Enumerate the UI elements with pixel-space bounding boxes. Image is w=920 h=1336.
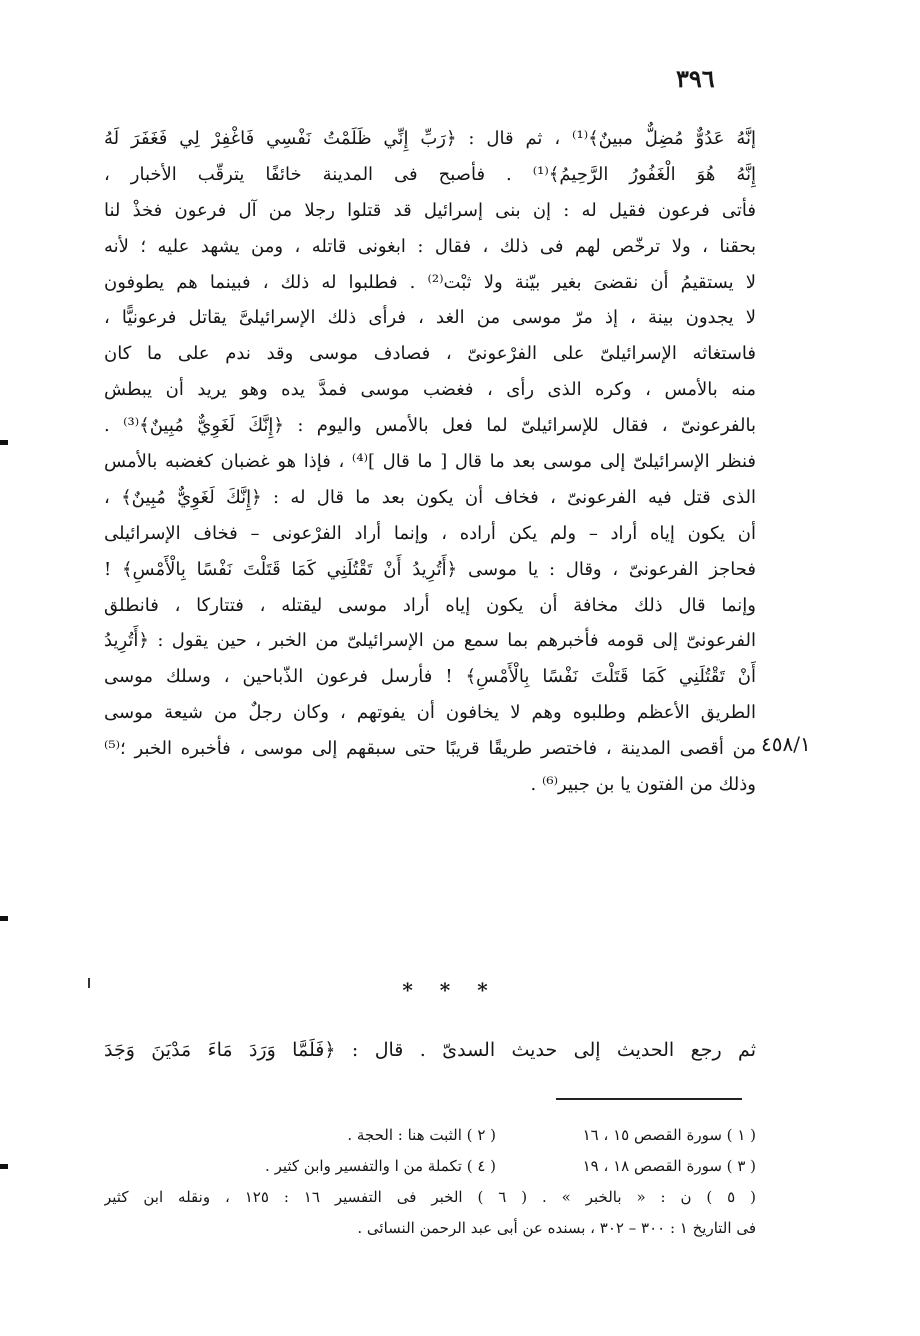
footnote-4: ( ٤ ) تكملة من ا والتفسير وابن كثير .	[265, 1157, 496, 1175]
binding-mark	[0, 916, 8, 921]
footnote-row-1	[104, 1120, 756, 1151]
text-line-13: فحاجز الفرعونىّ ، وقال : يا موسى ﴿أَتُرِيدُ أَنْ تَقْتُلَنِي كَمَا قَتَلْتَ نَفْسًا بِالْأَمْسِ﴾ !	[104, 558, 756, 580]
text-line-5: لا يستقيمُ أن نقضىَ بغير بيّنة ولا ثبْت⁽²⁾ . فطلبوا له ذلك ، فبينما هم يطوفون	[104, 271, 756, 293]
next-section-line: ثم رجع الحديث إلى حديث السدىّ . قال : ﴿فَلَمَّا وَرَدَ مَاءَ مَدْيَنَ وَجَدَ	[104, 1039, 756, 1061]
text-line-14: وإنما قال ذلك مخافة أن يكون إياه أراد موسى ليقتله ، فتتاركا ، فانطلق	[104, 594, 756, 616]
binding-mark	[0, 440, 8, 445]
text-line-16: أَنْ تَقْتُلَنِي كَمَا قَتَلْتَ نَفْسًا بِالْأَمْسِ﴾ ! فأرسل فرعون الذّباحين ، وسلك موسى	[104, 666, 756, 688]
text-line-10: فنظر الإسرائيلىّ إلى موسى بعد ما قال [ ما قال ]⁽⁴⁾ ، فإذا هو غضبان كغضبه بالأمس	[104, 451, 756, 473]
text-line-6: لا يجدون بينة ، إذ مرّ موسى من الغد ، فرأى ذلك الإسرائيلىَّ يقاتل فرعونيًّا ،	[104, 307, 756, 329]
margin-tick	[88, 978, 90, 988]
text-line-7: فاستغاثه الإسرائيلىّ على الفرْعونىّ ، فصادف موسى وقد ندم على ما كان	[104, 343, 756, 365]
text-line-9: بالفرعونىّ ، فقال للإسرائيلىّ لما فعل بالأمس واليوم : ﴿إِنَّكَ لَغَوِيٌّ مُبِينٌ﴾⁽³⁾ .	[104, 415, 756, 437]
text-line-15: الفرعونىّ إلى قومه فأخبرهم بما سمع من الإسرائيلىّ من الخبر ، حين يقول : ﴿أَتُرِيدُ	[104, 630, 756, 652]
text-line-4: بحقنا ، ولا ترخّص لهم فى ذلك ، فقال : ابغونى قاتله ، ومن يشهد عليه ؛ لأنه	[104, 235, 756, 257]
section-separator: * * *	[402, 978, 498, 1002]
text-line-12: أن يكون إياه أراد – ولم يكن أراده ، وإنما أراد الفرْعونى – فخاف الإسرائيلى	[104, 522, 756, 544]
text-line-19: وذلك من الفتون يا بن جبير⁽⁶⁾ .	[530, 774, 756, 796]
footnote-divider	[556, 1098, 742, 1100]
footnote-row-2	[104, 1151, 756, 1182]
binding-mark	[0, 1164, 8, 1169]
text-line-8: منه بالأمس ، وكره الذى رأى ، فغضب موسى فمدَّ يده وهو يريد أن يبطش	[104, 379, 756, 401]
footnotes-block	[104, 1120, 756, 1244]
text-line-17: الطريق الأعظم وطلبوه وهم لا يخافون أن يفوتهم ، وكان رجلٌ من شيعة موسى	[104, 702, 756, 724]
margin-reference: ٤٥٨/١	[761, 732, 811, 756]
main-text-block	[104, 121, 756, 803]
footnote-row-3: ( ٥ ) ن : « بالخبر » . ( ٦ ) الخبر فى التفسير ١٦ : ١٢٥ ، ونقله ابن كثير	[104, 1188, 756, 1206]
footnote-1: ( ١ ) سورة القصص ١٥ ، ١٦	[582, 1126, 756, 1144]
footnote-row-4: فى التاريخ ١ : ٣٠٠ – ٣٠٢ ، بسنده عن أبى عبد الرحمن النسائى .	[357, 1219, 756, 1237]
text-line-3: فأتى فرعون فقيل له : إن بنى إسرائيل قد قتلوا رجلا من آل فرعون فخذْ لنا	[104, 199, 756, 221]
footnote-2: ( ٢ ) الثبت هنا : الحجة .	[347, 1126, 496, 1144]
text-line-11: الذى قتل فيه الفرعونىّ ، فخاف أن يكون بعد ما قال له : ﴿إِنَّكَ لَغَوِيٌّ مُبِينٌ﴾ ،	[104, 486, 756, 508]
text-line-1: إنَّهُ عَدُوٌّ مُضِلٌّ مبينٌ﴾⁽¹⁾ ، ثم قال : ﴿رَبِّ إِنِّي ظَلَمْتُ نَفْسِي فَاغْفِرْ لِي فَغَفَرَ لَهُ	[104, 128, 756, 149]
footnote-3: ( ٣ ) سورة القصص ١٨ ، ١٩	[582, 1157, 756, 1175]
text-line-2: إِنَّهُ هُوَ الْغَفُورُ الرَّحِيمُ﴾⁽¹⁾ . فأصبح فى المدينة خائفًا يترقّب الأخبار ،	[104, 163, 756, 185]
text-line-18: من أقصى المدينة ، فاختصر طريقًا قريبًا حتى سبقهم إلى موسى ، فأخبره الخبر ؛⁽⁵⁾	[104, 738, 756, 760]
page-number: ٣٩٦	[676, 64, 715, 93]
